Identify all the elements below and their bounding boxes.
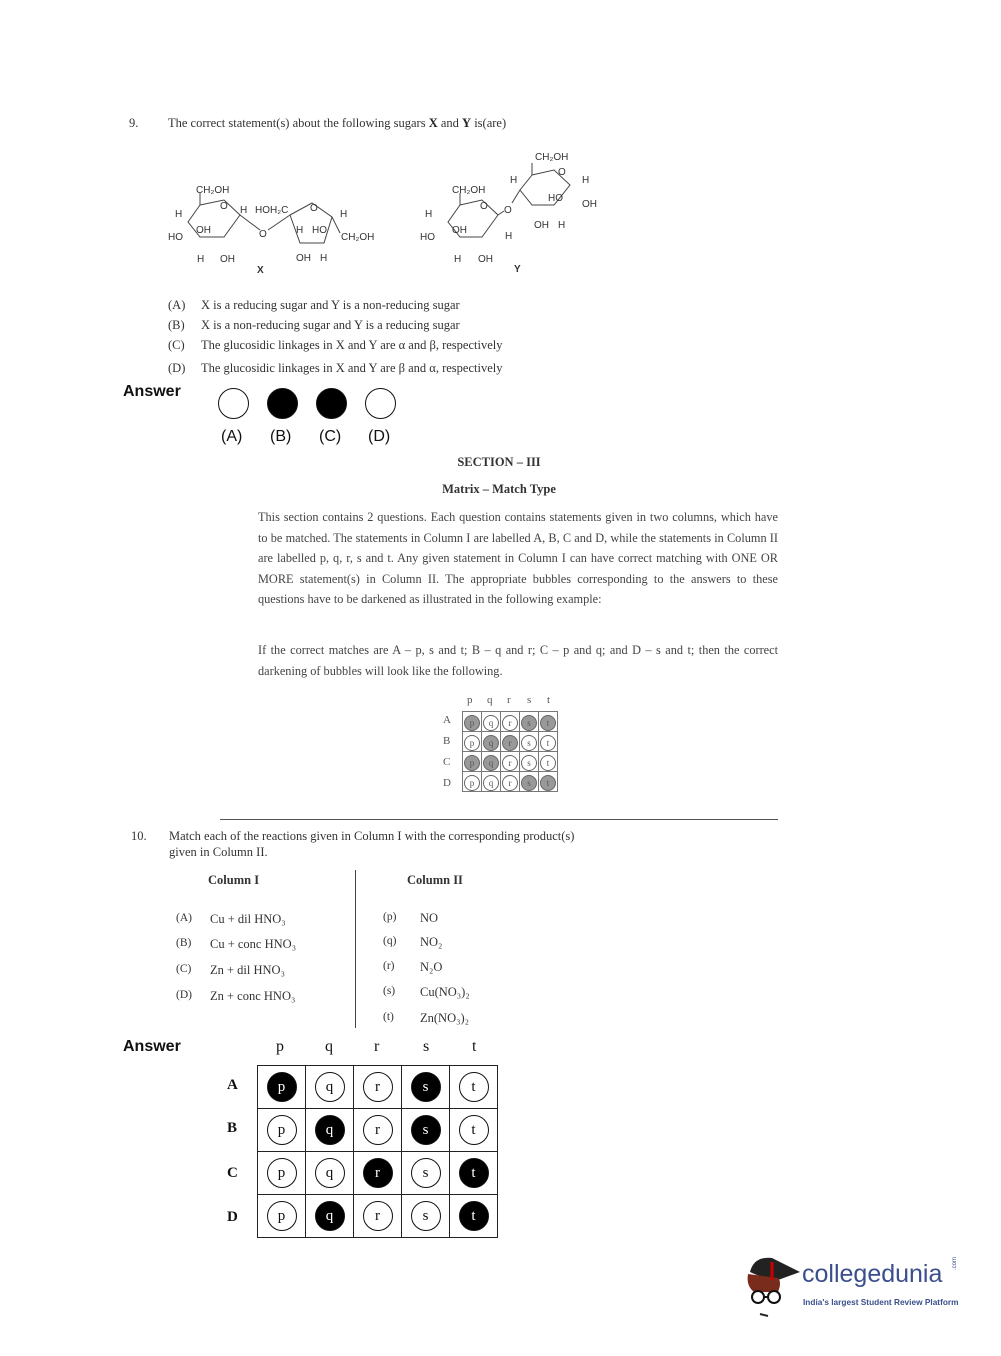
label: OH [534, 220, 549, 231]
question-text [168, 116, 506, 131]
answer-cell [402, 1066, 450, 1109]
example-bubble-c-q: q [483, 755, 499, 771]
answer-cell [402, 1152, 450, 1195]
label: CH₂OH [196, 185, 230, 196]
answer-bubble-b-s[interactable]: s [411, 1115, 441, 1145]
example-cell [482, 772, 501, 792]
label: H [454, 254, 462, 265]
label: HO [312, 225, 327, 236]
example-row-label: D [443, 777, 451, 789]
example-bubble-d-r: r [502, 775, 518, 791]
column-1-item: Zn + conc HNO₃ [210, 989, 296, 1003]
answer-bubble-a-p[interactable]: p [267, 1072, 297, 1102]
label: H [582, 175, 590, 186]
answer-bubble-a-r[interactable]: r [363, 1072, 393, 1102]
label: H [510, 175, 518, 186]
column-1-item: Zn + dil HNO₃ [210, 963, 285, 977]
example-cell [520, 712, 539, 732]
label: HO [548, 193, 563, 204]
answer-cell [306, 1066, 354, 1109]
answer-bubble-label: (A) [221, 428, 243, 445]
option-key: (B) [168, 318, 185, 332]
example-bubble-c-s: s [521, 755, 537, 771]
option-text: X is a reducing sugar and Y is a non-reducing sugar [201, 298, 460, 312]
sugar-structures-figure [160, 145, 620, 280]
example-bubble-c-p: p [464, 755, 480, 771]
answer-row [258, 1066, 498, 1109]
label: OH [582, 199, 597, 210]
column-1-header: Column I [208, 873, 260, 887]
sugar-x: X [428, 116, 438, 130]
answer-col-header: r [374, 1038, 380, 1055]
example-col-header: q [487, 694, 493, 706]
question-text-part: and [437, 116, 463, 130]
column-2-key: (t) [383, 1011, 394, 1023]
example-bubble-b-s: s [521, 735, 537, 751]
example-row-label: A [443, 714, 451, 726]
example-col-header: s [527, 694, 532, 706]
answer-bubble-d-s[interactable]: s [411, 1201, 441, 1231]
example-bubble-a-t: t [540, 715, 556, 731]
label: HO [420, 232, 435, 243]
label: O [558, 167, 566, 178]
answer-cell [258, 1109, 306, 1152]
answer-cell [258, 1066, 306, 1109]
example-cell [463, 752, 482, 772]
example-col-header: t [547, 694, 551, 706]
example-cell [539, 752, 558, 772]
label: O [480, 201, 488, 212]
label: HO [168, 232, 183, 243]
example-bubble-a-p: p [464, 715, 480, 731]
answer-cell [354, 1066, 402, 1109]
column-1-key: (C) [176, 963, 192, 975]
example-cell [482, 752, 501, 772]
label: H [425, 209, 433, 220]
label: O [504, 205, 512, 216]
label: H [296, 225, 304, 236]
column-2-item: Zn(NO₃)₂ [420, 1011, 469, 1025]
answer-bubble-grid [257, 1065, 498, 1238]
divider [220, 819, 778, 820]
label: OH [452, 225, 467, 236]
answer-bubble-d-t[interactable]: t [459, 1201, 489, 1231]
label: H [240, 205, 248, 216]
answer-label: Answer [123, 1038, 181, 1055]
example-bubble-grid [462, 711, 558, 792]
example-cell [482, 712, 501, 732]
answer-bubble-d-p[interactable]: p [267, 1201, 297, 1231]
example-row [463, 712, 558, 732]
instructions-paragraph: This section contains 2 questions. Each question contains statements given in two columns, which have to be matched. The statements in Column I are labelled A, B, C and D, while the statements in Column II are labelled p, q, r, s and t. Any given statement in Column I can have correct matching with ONE OR MORE statement(s) in Column II. The appropriate bubbles corresponding to the answers to these questions have to be darkened as illustrated in the following example: [258, 510, 778, 606]
example-row [463, 732, 558, 752]
answer-cell [306, 1109, 354, 1152]
answer-bubble-c-t[interactable]: t [459, 1158, 489, 1188]
x-label: X [257, 265, 264, 276]
example-paragraph: If the correct matches are A – p, s and t; B – q and r; C – p and q; and D – s and t; then the correct darkening of bubbles will look like the following. [258, 643, 778, 678]
example-bubble-d-p: p [464, 775, 480, 791]
label: H [505, 231, 513, 242]
example-row-label: B [443, 735, 451, 747]
answer-bubble-c[interactable] [316, 388, 347, 419]
option-key: (D) [168, 361, 186, 375]
answer-row [258, 1109, 498, 1152]
answer-row [258, 1195, 498, 1238]
example-bubble-d-t: t [540, 775, 556, 791]
example-bubble-b-t: t [540, 735, 556, 751]
example-cell [539, 712, 558, 732]
option-text: The glucosidic linkages in X and Y are α and β, respectively [201, 338, 503, 352]
answer-col-header: t [472, 1038, 477, 1055]
answer-bubble-a-q[interactable]: q [315, 1072, 345, 1102]
example-cell [501, 732, 520, 752]
answer-col-header: p [276, 1038, 284, 1055]
label: OH [196, 225, 211, 236]
question-number: 9. [129, 116, 139, 130]
answer-col-header: q [325, 1038, 333, 1055]
column-1-key: (D) [176, 989, 192, 1001]
example-bubble-a-q: q [483, 715, 499, 731]
logo-suffix: .com [952, 1256, 958, 1270]
answer-bubble-label: (B) [270, 428, 292, 445]
logo-wordmark: collegedunia [802, 1260, 943, 1288]
answer-bubble-label: (D) [368, 428, 391, 445]
option-key: (A) [168, 298, 186, 312]
answer-row-label: C [227, 1165, 238, 1181]
label: OH [220, 254, 235, 265]
answer-cell [258, 1195, 306, 1238]
example-cell [520, 732, 539, 752]
example-bubble-a-r: r [502, 715, 518, 731]
option-text: X is a non-reducing sugar and Y is a reducing sugar [201, 318, 460, 332]
example-cell [520, 772, 539, 792]
answer-bubble-b-r[interactable]: r [363, 1115, 393, 1145]
answer-bubble-d-r[interactable]: r [363, 1201, 393, 1231]
answer-cell [402, 1109, 450, 1152]
example-bubble-b-q: q [483, 735, 499, 751]
answer-cell [450, 1066, 498, 1109]
column-2-key: (r) [383, 960, 395, 972]
label: CH₂OH [341, 232, 375, 243]
column-1-key: (A) [176, 912, 192, 924]
example-cell [463, 772, 482, 792]
example-bubble-a-s: s [521, 715, 537, 731]
answer-bubble-b-p[interactable]: p [267, 1115, 297, 1145]
column-2-header: Column II [407, 873, 463, 887]
label: H [320, 253, 328, 264]
example-cell [482, 732, 501, 752]
label: O [259, 229, 267, 240]
answer-bubble-a-s[interactable]: s [411, 1072, 441, 1102]
column-1-item: Cu + dil HNO₃ [210, 912, 286, 926]
column-2-key: (s) [383, 985, 396, 997]
answer-cell [450, 1195, 498, 1238]
example-row [463, 772, 558, 792]
answer-label: Answer [123, 383, 181, 400]
logo-mascot-icon [742, 1250, 802, 1318]
question-text-part: The correct statement(s) about the following sugars [168, 116, 429, 130]
section-subtitle: Matrix – Match Type [442, 482, 556, 496]
answer-bubble-label: (C) [319, 428, 342, 445]
column-1-item: Cu + conc HNO₃ [210, 937, 297, 951]
column-2-key: (q) [383, 935, 397, 947]
label: OH [478, 254, 493, 265]
answer-bubble-b[interactable] [267, 388, 298, 419]
column-1-key: (B) [176, 937, 192, 949]
answer-row-label: D [227, 1209, 238, 1225]
option-key: (C) [168, 338, 185, 352]
label: CH₂OH [535, 152, 569, 163]
question-number: 10. [131, 829, 147, 843]
label: H [175, 209, 183, 220]
example-bubble-b-p: p [464, 735, 480, 751]
answer-cell [354, 1195, 402, 1238]
example-bubble-d-q: q [483, 775, 499, 791]
answer-bubble-c-p[interactable]: p [267, 1158, 297, 1188]
answer-bubble-d[interactable] [365, 388, 396, 419]
answer-bubble-a-t[interactable]: t [459, 1072, 489, 1102]
collegedunia-logo [742, 1250, 972, 1320]
example-cell [520, 752, 539, 772]
answer-cell [354, 1109, 402, 1152]
column-2-item: Cu(NO₃)₂ [420, 985, 470, 999]
y-label: Y [514, 264, 521, 275]
answer-cell [450, 1152, 498, 1195]
sugar-y: Y [462, 116, 472, 130]
label: H [340, 209, 348, 220]
question-text-part: is(are) [471, 116, 507, 130]
answer-bubble-a[interactable] [218, 388, 249, 419]
answer-bubble-c-q[interactable]: q [315, 1158, 345, 1188]
example-row [463, 752, 558, 772]
example-bubble-c-r: r [502, 755, 518, 771]
label: CH₂OH [452, 185, 486, 196]
label: OH [296, 253, 311, 264]
logo-tagline: India's largest Student Review Platform [803, 1297, 959, 1307]
example-cell [501, 712, 520, 732]
label: H [197, 254, 205, 265]
question-text-line: given in Column II. [169, 845, 268, 859]
column-2-item: N₂O [420, 960, 443, 974]
example-cell [463, 712, 482, 732]
answer-bubble-c-r[interactable]: r [363, 1158, 393, 1188]
answer-col-header: s [423, 1038, 430, 1055]
example-cell [501, 752, 520, 772]
example-cell [501, 772, 520, 792]
answer-cell [258, 1152, 306, 1195]
answer-bubble-b-q[interactable]: q [315, 1115, 345, 1145]
example-row-label: C [443, 756, 451, 768]
answer-bubble-c-s[interactable]: s [411, 1158, 441, 1188]
question-text-line: Match each of the reactions given in Column I with the corresponding product(s) [169, 829, 575, 843]
answer-cell [354, 1152, 402, 1195]
label: O [220, 201, 228, 212]
column-divider [355, 870, 356, 1028]
example-bubble-c-t: t [540, 755, 556, 771]
column-2-item: NO [420, 911, 439, 925]
label: HOH₂C [255, 205, 289, 216]
column-2-item: NO₂ [420, 935, 443, 949]
answer-cell [306, 1152, 354, 1195]
answer-row-label: B [227, 1120, 238, 1136]
example-col-header: r [507, 694, 511, 706]
answer-row [258, 1152, 498, 1195]
example-cell [539, 772, 558, 792]
label: O [310, 203, 318, 214]
example-cell [539, 732, 558, 752]
answer-cell [306, 1195, 354, 1238]
label: H [558, 220, 566, 231]
answer-bubble-b-t[interactable]: t [459, 1115, 489, 1145]
answer-row-label: A [227, 1077, 238, 1093]
section-title: SECTION – III [457, 455, 541, 469]
answer-cell [450, 1109, 498, 1152]
example-bubble-b-r: r [502, 735, 518, 751]
example-cell [463, 732, 482, 752]
column-2-key: (p) [383, 911, 397, 923]
example-col-header: p [467, 694, 473, 706]
answer-cell [402, 1195, 450, 1238]
option-text: The glucosidic linkages in X and Y are β and α, respectively [201, 361, 503, 375]
example-bubble-d-s: s [521, 775, 537, 791]
answer-bubble-d-q[interactable]: q [315, 1201, 345, 1231]
